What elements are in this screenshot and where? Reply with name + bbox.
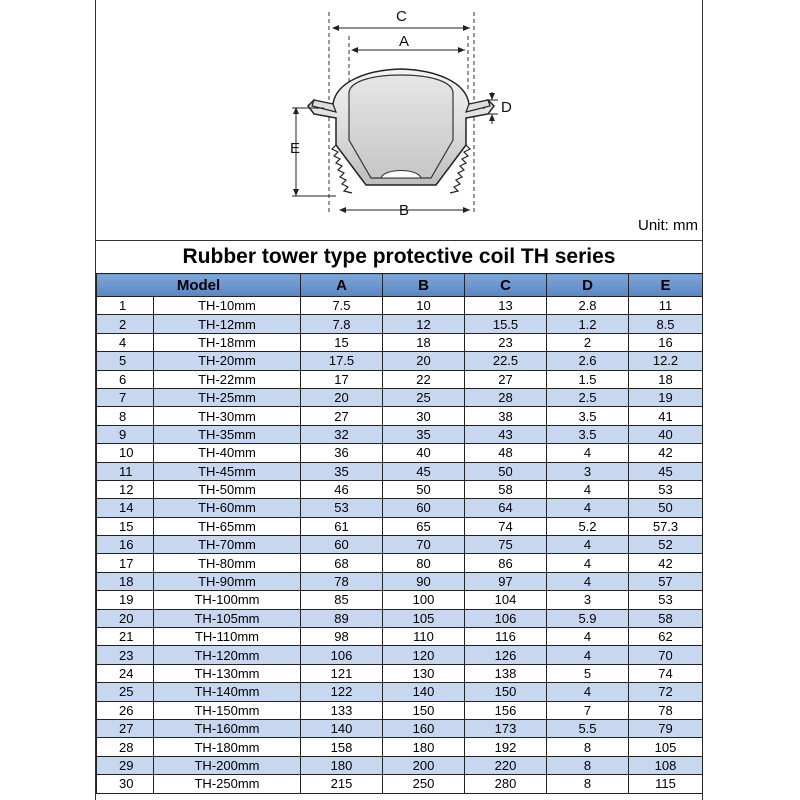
cell-model: TH-180mm — [154, 738, 301, 756]
header-model: Model — [97, 274, 301, 297]
cell-c-value: 64 — [465, 499, 547, 517]
cell-row-number: 29 — [97, 756, 154, 774]
table-row — [97, 407, 703, 425]
cell-e-value: 62 — [629, 628, 703, 646]
cell-c-value: 28 — [465, 388, 547, 406]
cell-row-number: 18 — [97, 572, 154, 590]
table-row — [97, 517, 703, 535]
table-row — [97, 480, 703, 498]
cell-c-value: 106 — [465, 609, 547, 627]
cell-model: TH-20mm — [154, 352, 301, 370]
cell-model: TH-22mm — [154, 370, 301, 388]
header-d: D — [547, 274, 629, 297]
cell-row-number: 12 — [97, 480, 154, 498]
table-row — [97, 701, 703, 719]
cell-a-value: 89 — [301, 609, 383, 627]
cell-d-value: 4 — [547, 554, 629, 572]
cell-b-value: 70 — [383, 536, 465, 554]
dimension-label-a: A — [399, 33, 410, 50]
cell-b-value: 50 — [383, 480, 465, 498]
cell-c-value: 58 — [465, 480, 547, 498]
cell-a-value: 27 — [301, 407, 383, 425]
cell-model: TH-18mm — [154, 333, 301, 351]
table-row — [97, 554, 703, 572]
cell-d-value: 8 — [547, 775, 629, 793]
table-row — [97, 572, 703, 590]
cell-e-value: 42 — [629, 444, 703, 462]
cell-d-value: 2.6 — [547, 352, 629, 370]
cell-d-value: 3 — [547, 462, 629, 480]
cell-a-value: 17.5 — [301, 352, 383, 370]
table-row — [97, 664, 703, 682]
table-header-row — [97, 274, 703, 297]
table-body — [97, 297, 703, 794]
cell-e-value: 70 — [629, 646, 703, 664]
cell-model: TH-30mm — [154, 407, 301, 425]
cell-model: TH-110mm — [154, 628, 301, 646]
cell-a-value: 36 — [301, 444, 383, 462]
cell-e-value: 53 — [629, 591, 703, 609]
cell-row-number: 4 — [97, 333, 154, 351]
cell-model: TH-160mm — [154, 719, 301, 737]
cell-d-value: 4 — [547, 572, 629, 590]
cell-b-value: 20 — [383, 352, 465, 370]
cell-row-number: 10 — [97, 444, 154, 462]
cell-row-number: 8 — [97, 407, 154, 425]
cell-e-value: 50 — [629, 499, 703, 517]
cell-b-value: 90 — [383, 572, 465, 590]
cell-row-number: 14 — [97, 499, 154, 517]
cell-c-value: 43 — [465, 425, 547, 443]
cell-a-value: 158 — [301, 738, 383, 756]
cell-d-value: 5.5 — [547, 719, 629, 737]
cell-d-value: 4 — [547, 646, 629, 664]
cell-b-value: 45 — [383, 462, 465, 480]
cell-model: TH-12mm — [154, 315, 301, 333]
cell-b-value: 180 — [383, 738, 465, 756]
cell-b-value: 10 — [383, 297, 465, 315]
cell-model: TH-60mm — [154, 499, 301, 517]
cell-row-number: 16 — [97, 536, 154, 554]
cell-b-value: 40 — [383, 444, 465, 462]
cell-a-value: 121 — [301, 664, 383, 682]
cell-model: TH-45mm — [154, 462, 301, 480]
cell-row-number: 15 — [97, 517, 154, 535]
cell-model: TH-50mm — [154, 480, 301, 498]
cell-c-value: 13 — [465, 297, 547, 315]
cell-d-value: 1.2 — [547, 315, 629, 333]
cell-d-value: 1.5 — [547, 370, 629, 388]
cell-b-value: 140 — [383, 683, 465, 701]
cell-a-value: 61 — [301, 517, 383, 535]
cell-b-value: 22 — [383, 370, 465, 388]
cell-a-value: 68 — [301, 554, 383, 572]
cell-e-value: 18 — [629, 370, 703, 388]
cell-model: TH-120mm — [154, 646, 301, 664]
cell-b-value: 105 — [383, 609, 465, 627]
table-row — [97, 333, 703, 351]
table-row — [97, 738, 703, 756]
table-row — [97, 719, 703, 737]
header-c: C — [465, 274, 547, 297]
cell-row-number: 5 — [97, 352, 154, 370]
cell-row-number: 21 — [97, 628, 154, 646]
cell-a-value: 60 — [301, 536, 383, 554]
cell-d-value: 2.8 — [547, 297, 629, 315]
cell-e-value: 12.2 — [629, 352, 703, 370]
cell-row-number: 26 — [97, 701, 154, 719]
cell-row-number: 20 — [97, 609, 154, 627]
cell-b-value: 200 — [383, 756, 465, 774]
cell-row-number: 2 — [97, 315, 154, 333]
cell-a-value: 78 — [301, 572, 383, 590]
cell-c-value: 116 — [465, 628, 547, 646]
cell-d-value: 5.9 — [547, 609, 629, 627]
cell-row-number: 24 — [97, 664, 154, 682]
cell-a-value: 15 — [301, 333, 383, 351]
cell-a-value: 106 — [301, 646, 383, 664]
cell-b-value: 120 — [383, 646, 465, 664]
cell-c-value: 156 — [465, 701, 547, 719]
table-row — [97, 462, 703, 480]
table-row — [97, 646, 703, 664]
cell-c-value: 15.5 — [465, 315, 547, 333]
cell-d-value: 5.2 — [547, 517, 629, 535]
cell-e-value: 108 — [629, 756, 703, 774]
cell-a-value: 35 — [301, 462, 383, 480]
cell-row-number: 30 — [97, 775, 154, 793]
unit-label: Unit: mm — [638, 217, 698, 234]
cell-b-value: 25 — [383, 388, 465, 406]
cell-b-value: 65 — [383, 517, 465, 535]
cell-row-number: 23 — [97, 646, 154, 664]
cell-a-value: 85 — [301, 591, 383, 609]
cell-e-value: 52 — [629, 536, 703, 554]
cell-e-value: 58 — [629, 609, 703, 627]
table-row — [97, 775, 703, 793]
cell-model: TH-100mm — [154, 591, 301, 609]
cell-a-value: 32 — [301, 425, 383, 443]
cell-e-value: 42 — [629, 554, 703, 572]
table-title: Rubber tower type protective coil TH series — [182, 245, 616, 268]
cell-e-value: 19 — [629, 388, 703, 406]
cell-d-value: 8 — [547, 756, 629, 774]
cell-e-value: 45 — [629, 462, 703, 480]
cell-e-value: 16 — [629, 333, 703, 351]
cell-e-value: 105 — [629, 738, 703, 756]
table-row — [97, 315, 703, 333]
cell-c-value: 192 — [465, 738, 547, 756]
cell-e-value: 72 — [629, 683, 703, 701]
cell-model: TH-140mm — [154, 683, 301, 701]
cell-a-value: 133 — [301, 701, 383, 719]
cell-row-number: 17 — [97, 554, 154, 572]
cell-d-value: 4 — [547, 536, 629, 554]
spec-table — [96, 273, 703, 794]
cell-a-value: 53 — [301, 499, 383, 517]
cell-c-value: 48 — [465, 444, 547, 462]
cell-model: TH-65mm — [154, 517, 301, 535]
header-b: B — [383, 274, 465, 297]
cell-e-value: 57.3 — [629, 517, 703, 535]
cell-c-value: 173 — [465, 719, 547, 737]
cell-c-value: 27 — [465, 370, 547, 388]
cell-e-value: 79 — [629, 719, 703, 737]
cell-row-number: 27 — [97, 719, 154, 737]
cell-c-value: 220 — [465, 756, 547, 774]
table-row — [97, 609, 703, 627]
table-row — [97, 352, 703, 370]
dimension-label-b: B — [399, 202, 410, 219]
cell-d-value: 4 — [547, 480, 629, 498]
spec-sheet — [95, 0, 703, 800]
cell-b-value: 35 — [383, 425, 465, 443]
cell-a-value: 140 — [301, 719, 383, 737]
table-row — [97, 683, 703, 701]
cell-model: TH-90mm — [154, 572, 301, 590]
table-row — [97, 444, 703, 462]
cell-d-value: 4 — [547, 628, 629, 646]
table-row — [97, 370, 703, 388]
cell-model: TH-25mm — [154, 388, 301, 406]
cell-d-value: 2 — [547, 333, 629, 351]
cell-d-value: 5 — [547, 664, 629, 682]
cell-a-value: 215 — [301, 775, 383, 793]
cell-e-value: 115 — [629, 775, 703, 793]
cell-b-value: 110 — [383, 628, 465, 646]
cell-row-number: 28 — [97, 738, 154, 756]
cell-d-value: 4 — [547, 499, 629, 517]
cell-c-value: 97 — [465, 572, 547, 590]
cell-c-value: 23 — [465, 333, 547, 351]
header-e: E — [629, 274, 703, 297]
cell-e-value: 74 — [629, 664, 703, 682]
cell-e-value: 41 — [629, 407, 703, 425]
cell-model: TH-70mm — [154, 536, 301, 554]
cell-row-number: 19 — [97, 591, 154, 609]
cell-d-value: 3.5 — [547, 407, 629, 425]
table-row — [97, 388, 703, 406]
cell-d-value: 4 — [547, 683, 629, 701]
cell-d-value: 7 — [547, 701, 629, 719]
cell-model: TH-105mm — [154, 609, 301, 627]
cell-row-number: 6 — [97, 370, 154, 388]
table-row — [97, 756, 703, 774]
table-row — [97, 628, 703, 646]
cell-e-value: 40 — [629, 425, 703, 443]
cell-model: TH-80mm — [154, 554, 301, 572]
cell-b-value: 250 — [383, 775, 465, 793]
cell-d-value: 8 — [547, 738, 629, 756]
cell-e-value: 57 — [629, 572, 703, 590]
cell-d-value: 4 — [547, 444, 629, 462]
cell-c-value: 138 — [465, 664, 547, 682]
cell-model: TH-200mm — [154, 756, 301, 774]
cell-c-value: 75 — [465, 536, 547, 554]
cell-model: TH-35mm — [154, 425, 301, 443]
cell-model: TH-130mm — [154, 664, 301, 682]
cell-a-value: 7.8 — [301, 315, 383, 333]
cell-b-value: 100 — [383, 591, 465, 609]
cell-c-value: 104 — [465, 591, 547, 609]
cell-a-value: 46 — [301, 480, 383, 498]
cell-c-value: 126 — [465, 646, 547, 664]
cell-a-value: 17 — [301, 370, 383, 388]
cell-row-number: 9 — [97, 425, 154, 443]
cell-b-value: 80 — [383, 554, 465, 572]
cell-b-value: 18 — [383, 333, 465, 351]
cell-model: TH-40mm — [154, 444, 301, 462]
table-row — [97, 536, 703, 554]
dimension-label-e: E — [290, 140, 301, 157]
table-row — [97, 591, 703, 609]
cell-row-number: 7 — [97, 388, 154, 406]
table-row — [97, 425, 703, 443]
dimension-label-c: C — [396, 8, 407, 25]
cell-a-value: 180 — [301, 756, 383, 774]
cell-a-value: 122 — [301, 683, 383, 701]
table-row — [97, 297, 703, 315]
header-a: A — [301, 274, 383, 297]
table-row — [97, 499, 703, 517]
cell-a-value: 7.5 — [301, 297, 383, 315]
dimension-label-d: D — [501, 99, 512, 116]
cell-model: TH-250mm — [154, 775, 301, 793]
cell-c-value: 38 — [465, 407, 547, 425]
cell-c-value: 150 — [465, 683, 547, 701]
cell-b-value: 160 — [383, 719, 465, 737]
cell-c-value: 280 — [465, 775, 547, 793]
cell-c-value: 22.5 — [465, 352, 547, 370]
cell-e-value: 8.5 — [629, 315, 703, 333]
cell-row-number: 25 — [97, 683, 154, 701]
cell-c-value: 74 — [465, 517, 547, 535]
cell-b-value: 12 — [383, 315, 465, 333]
cell-b-value: 150 — [383, 701, 465, 719]
cell-e-value: 11 — [629, 297, 703, 315]
cell-a-value: 98 — [301, 628, 383, 646]
cell-b-value: 130 — [383, 664, 465, 682]
cell-model: TH-10mm — [154, 297, 301, 315]
cell-b-value: 60 — [383, 499, 465, 517]
technical-drawing — [96, 0, 702, 241]
cell-c-value: 50 — [465, 462, 547, 480]
cell-d-value: 3 — [547, 591, 629, 609]
cell-d-value: 3.5 — [547, 425, 629, 443]
cell-row-number: 1 — [97, 297, 154, 315]
cell-c-value: 86 — [465, 554, 547, 572]
cell-model: TH-150mm — [154, 701, 301, 719]
cell-d-value: 2.5 — [547, 388, 629, 406]
cell-row-number: 11 — [97, 462, 154, 480]
cell-e-value: 53 — [629, 480, 703, 498]
cell-e-value: 78 — [629, 701, 703, 719]
cell-b-value: 30 — [383, 407, 465, 425]
cell-a-value: 20 — [301, 388, 383, 406]
